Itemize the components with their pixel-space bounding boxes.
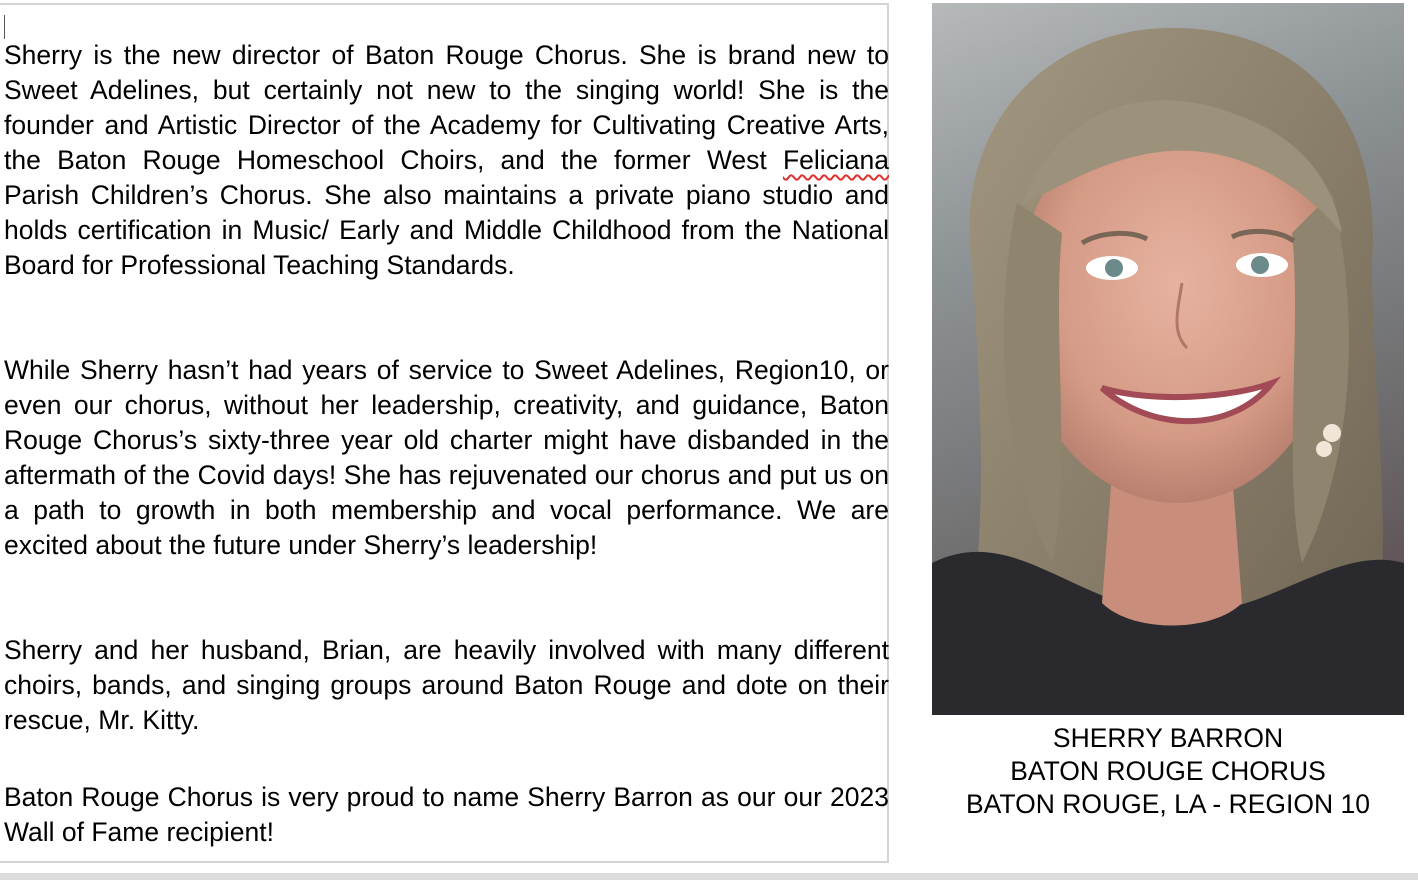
paragraph-text: Parish Children’s Chorus. She also maintains a private piano studio and holds certification in Music/ Early and Middle Childhood from the National Board for Professional Teaching Standards. bbox=[4, 180, 889, 280]
bio-paragraph-1[interactable] bbox=[4, 38, 889, 283]
photo-caption bbox=[932, 722, 1404, 821]
bio-paragraph-4[interactable]: Baton Rouge Chorus is very proud to name Sherry Barron as our our 2023 Wall of Fame recipient! bbox=[4, 782, 889, 847]
bio-paragraph-3[interactable]: Sherry and her husband, Brian, are heavily involved with many different choirs, bands, and singing groups around Baton Rouge and dote on their rescue, Mr. Kitty. bbox=[4, 635, 889, 735]
bio-paragraph-2[interactable]: While Sherry hasn’t had years of service to Sweet Adelines, Region10, or even our chorus, without her leadership, creativity, and guidance, Baton Rouge Chorus’s sixty-three year old charter might have disbanded in the aftermath of the Covid days! She has rejuvenated our chorus and put us on a path to growth in both membership and vocal performance. We are excited about the future under Sherry’s leadership! bbox=[4, 355, 889, 560]
caption-location: BATON ROUGE, LA - REGION 10 bbox=[966, 789, 1370, 819]
caption-name: SHERRY BARRON bbox=[1052, 723, 1284, 753]
text-cursor bbox=[4, 15, 5, 39]
page-divider bbox=[0, 873, 1418, 880]
portrait-illustration bbox=[932, 3, 1404, 715]
spellcheck-flagged-word[interactable]: Feliciana bbox=[782, 145, 889, 175]
portrait-photo[interactable] bbox=[932, 3, 1404, 715]
caption-chorus: BATON ROUGE CHORUS bbox=[1010, 756, 1326, 786]
paragraph-text: Sherry is the new director of Baton Rouge Chorus. She is brand new to Sweet Adelines, but certainly not new to the singing world! She is the founder and Artistic Director of the Academy for Cultivating Creative Arts, the Baton Rouge Homeschool Choirs, and the former West bbox=[4, 40, 889, 175]
